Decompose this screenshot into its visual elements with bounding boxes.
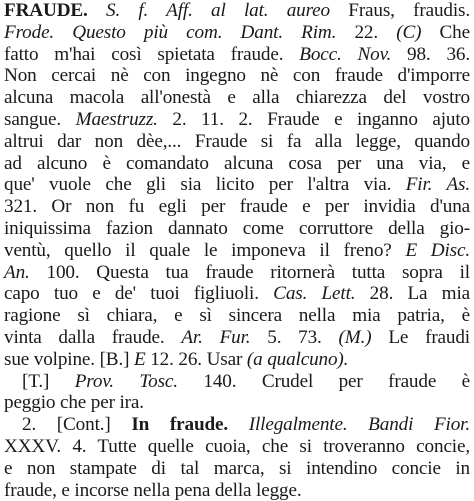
entry-line — [4, 0, 470, 22]
entry-line — [4, 153, 470, 175]
italic-text: Maestruzz. — [75, 108, 158, 130]
entry-text: fatto m'hai così spietata fraude. — [4, 43, 300, 65]
entry-text: [T.] — [22, 370, 75, 392]
entry-text: 22. — [336, 21, 397, 43]
bold-term: FRAUDE. — [4, 0, 88, 21]
entry-text: 2. [Cont.] — [22, 414, 132, 436]
italic-text: E — [134, 348, 146, 370]
entry-line — [4, 371, 470, 393]
bold-term: In fraude. — [131, 414, 229, 436]
entry-text: 321. Or non fu egli per fraude e per invidia d'una — [4, 196, 470, 218]
entry-line — [4, 44, 470, 66]
italic-text: (M.) — [338, 326, 372, 348]
dictionary-entry — [4, 0, 470, 501]
entry-line — [4, 218, 470, 240]
entry-text: fraude, e incorse nella pena della legge. — [4, 479, 302, 501]
italic-text: Prov. Tosc. — [74, 370, 178, 392]
entry-line — [4, 240, 470, 262]
italic-text: S. f. Aff. al lat. aureo — [87, 0, 349, 21]
entry-text: 2. 11. 2. Fraude e inganno ajuto — [157, 108, 470, 130]
entry-line — [4, 262, 470, 284]
entry-line — [4, 305, 470, 327]
entry-text: 100. Questa tua fraude ritornerà tutta sopra il — [29, 261, 470, 283]
entry-text: 5. 73. — [250, 326, 339, 348]
entry-text: 140. Crudel per fraude è — [177, 370, 471, 392]
entry-text: sangue. — [4, 108, 76, 130]
entry-line — [4, 131, 470, 153]
entry-text: e non stampate di tal marca, si intendino concie in — [4, 457, 470, 479]
italic-text: (a qualcuno). — [246, 348, 349, 370]
italic-text: Illegalmente. Bandi Fior. — [228, 414, 470, 436]
entry-text: 98. 36. — [391, 43, 470, 65]
entry-line — [4, 480, 470, 501]
entry-line — [4, 283, 470, 305]
entry-text: ragione sì chiara, e sì sincera nella mia patria, è — [4, 305, 470, 327]
entry-text: altrui dar non dèe,... Fraude si fa alla legge, quando — [4, 130, 470, 152]
italic-text: Frode. Questo più com. Dant. Rim. — [4, 21, 337, 43]
italic-text: An. — [4, 261, 30, 283]
entry-text: Fraus, fraudis. — [348, 0, 471, 21]
entry-line — [4, 436, 470, 458]
entry-line — [4, 87, 470, 109]
italic-text: Cas. Lett. — [273, 283, 356, 305]
entry-line — [4, 327, 470, 349]
entry-text: XXXV. 4. Tutte quelle cuoia, che si troveranno concie, — [4, 435, 470, 457]
entry-text: Che — [421, 21, 470, 43]
entry-text: alcuna macola all'onestà e alla chiarezza del vostro — [4, 87, 470, 109]
entry-text: sue volpine. [B.] — [4, 348, 134, 370]
entry-line — [4, 414, 470, 436]
entry-line — [4, 349, 470, 371]
entry-text: Non cercai nè con ingegno nè con fraude d'imporre — [4, 65, 470, 87]
entry-line — [4, 196, 470, 218]
entry-line — [4, 392, 470, 414]
entry-line — [4, 22, 470, 44]
entry-text: 28. La mia — [355, 283, 471, 305]
italic-text: Bocc. Nov. — [299, 43, 392, 65]
entry-text: capo tuo e de' tuoi figliuoli. — [4, 283, 274, 305]
italic-text: E Disc. — [405, 239, 471, 261]
entry-line — [4, 65, 470, 87]
entry-text: ventù, quello il quale le imponeva il freno? — [4, 239, 406, 261]
entry-text: ad alcuno è comandato alcuna cosa per una via, e — [4, 152, 470, 174]
italic-text: Ar. Fur. — [181, 326, 251, 348]
entry-line — [4, 458, 470, 480]
entry-text: 12. 26. Usar — [145, 348, 247, 370]
italic-text: Fir. As. — [405, 174, 470, 196]
entry-line — [4, 174, 470, 196]
entry-text: peggio che per ira. — [4, 392, 144, 414]
entry-line — [4, 109, 470, 131]
entry-text: iniquissima fazion dannato come corruttore della gio- — [4, 217, 470, 239]
italic-text: (C) — [396, 21, 422, 43]
entry-text: vinta dalla fraude. — [4, 326, 182, 348]
entry-text: que' vuole che gli sia licito per l'altra via. — [4, 174, 406, 196]
entry-text: Le fraudi — [371, 326, 470, 348]
